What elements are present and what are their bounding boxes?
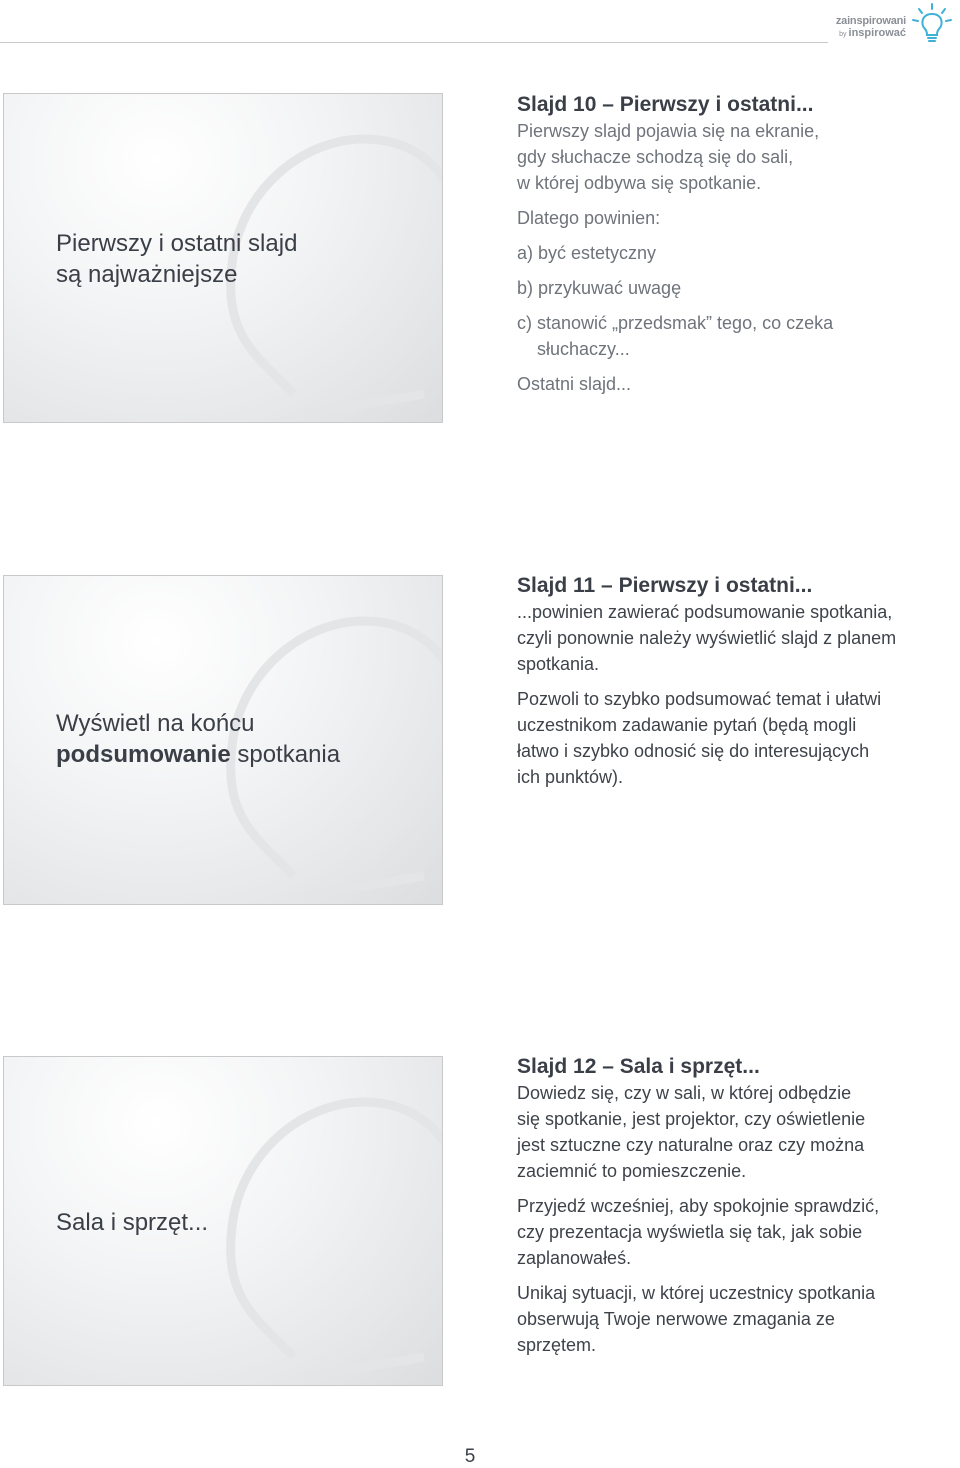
slide-title-line1: Sala i sprzęt... xyxy=(56,1209,209,1236)
slide-title xyxy=(56,228,297,290)
notes-line: c) stanowić „przedsmak” tego, co czeka xyxy=(517,313,834,333)
slide-thumbnail-3 xyxy=(3,1056,443,1386)
notes-line: gdy słuchacze schodzą się do sali, xyxy=(517,147,794,167)
notes-line: Unikaj sytuacji, w której uczestnicy spotkania xyxy=(517,1283,876,1303)
brand-line2 xyxy=(836,28,906,39)
brand-line2-text: inspirować xyxy=(848,27,906,39)
notes-line: uczestnikom zadawanie pytań (będą mogli xyxy=(517,715,857,735)
notes-line: łatwo i szybko odnosić się do interesujących xyxy=(517,741,870,761)
slide-title xyxy=(56,708,340,770)
page-number: 5 xyxy=(464,1446,476,1467)
slide-title-line2 xyxy=(56,739,340,770)
notes-line: spotkania. xyxy=(517,654,600,674)
notes-line: sprzętem. xyxy=(517,1335,597,1355)
slide-title xyxy=(56,1207,208,1238)
notes-line: się spotkanie, jest projektor, czy oświetlenie xyxy=(517,1109,866,1129)
lightbulb-icon xyxy=(910,2,954,46)
notes-line: słuchaczy... xyxy=(537,339,630,359)
notes-line: b) przykuwać uwagę xyxy=(517,278,682,298)
slide-title-line1: Pierwszy i ostatni slajd xyxy=(56,230,298,257)
notes-heading: Slajd 11 – Pierwszy i ostatni... xyxy=(517,574,813,597)
brand-logo xyxy=(836,16,906,39)
notes-line: a) być estetyczny xyxy=(517,243,657,263)
slide-thumbnail-1 xyxy=(3,93,443,423)
notes-heading: Slajd 12 – Sala i sprzęt... xyxy=(517,1055,760,1078)
slide-notes-3 xyxy=(517,1054,937,1358)
brand-by: by xyxy=(839,31,847,38)
notes-line: ...powinien zawierać podsumowanie spotkania, xyxy=(517,602,893,622)
notes-line: Pierwszy slajd pojawia się na ekranie, xyxy=(517,121,820,141)
notes-line: czyli ponownie należy wyświetlić slajd z planem xyxy=(517,628,897,648)
notes-line: czy prezentacja wyświetla się tak, jak sobie xyxy=(517,1222,863,1242)
notes-line: obserwują Twoje nerwowe zmagania ze xyxy=(517,1309,835,1329)
notes-line: ich punktów). xyxy=(517,767,624,787)
notes-line: w której odbywa się spotkanie. xyxy=(517,173,762,193)
notes-line: Ostatni slajd... xyxy=(517,374,632,394)
slide-title-bold: podsumowanie xyxy=(56,741,231,768)
notes-line: Dlatego powinien: xyxy=(517,208,661,228)
notes-line: jest sztuczne czy naturalne oraz czy można xyxy=(517,1135,865,1155)
slide-title-line2: są najważniejsze xyxy=(56,261,238,288)
slide-thumbnail-2 xyxy=(3,575,443,905)
notes-heading: Slajd 10 – Pierwszy i ostatni... xyxy=(517,93,814,116)
notes-line: Przyjedź wcześniej, aby spokojnie sprawdzić, xyxy=(517,1196,880,1216)
slide-title-rest: spotkania xyxy=(230,741,341,768)
brand-line1: zainspirowani xyxy=(835,15,906,27)
notes-line: zaplanowałeś. xyxy=(517,1248,632,1268)
notes-line: Dowiedz się, czy w sali, w której odbędzie xyxy=(517,1083,852,1103)
slide-notes-1 xyxy=(517,92,937,397)
slide-title-line1: Wyświetl na końcu xyxy=(56,710,255,737)
notes-line: zaciemnić to pomieszczenie. xyxy=(517,1161,747,1181)
slide-notes-2 xyxy=(517,573,937,790)
notes-line: Pozwoli to szybko podsumować temat i ułatwi xyxy=(517,689,882,709)
header-rule xyxy=(0,42,828,43)
